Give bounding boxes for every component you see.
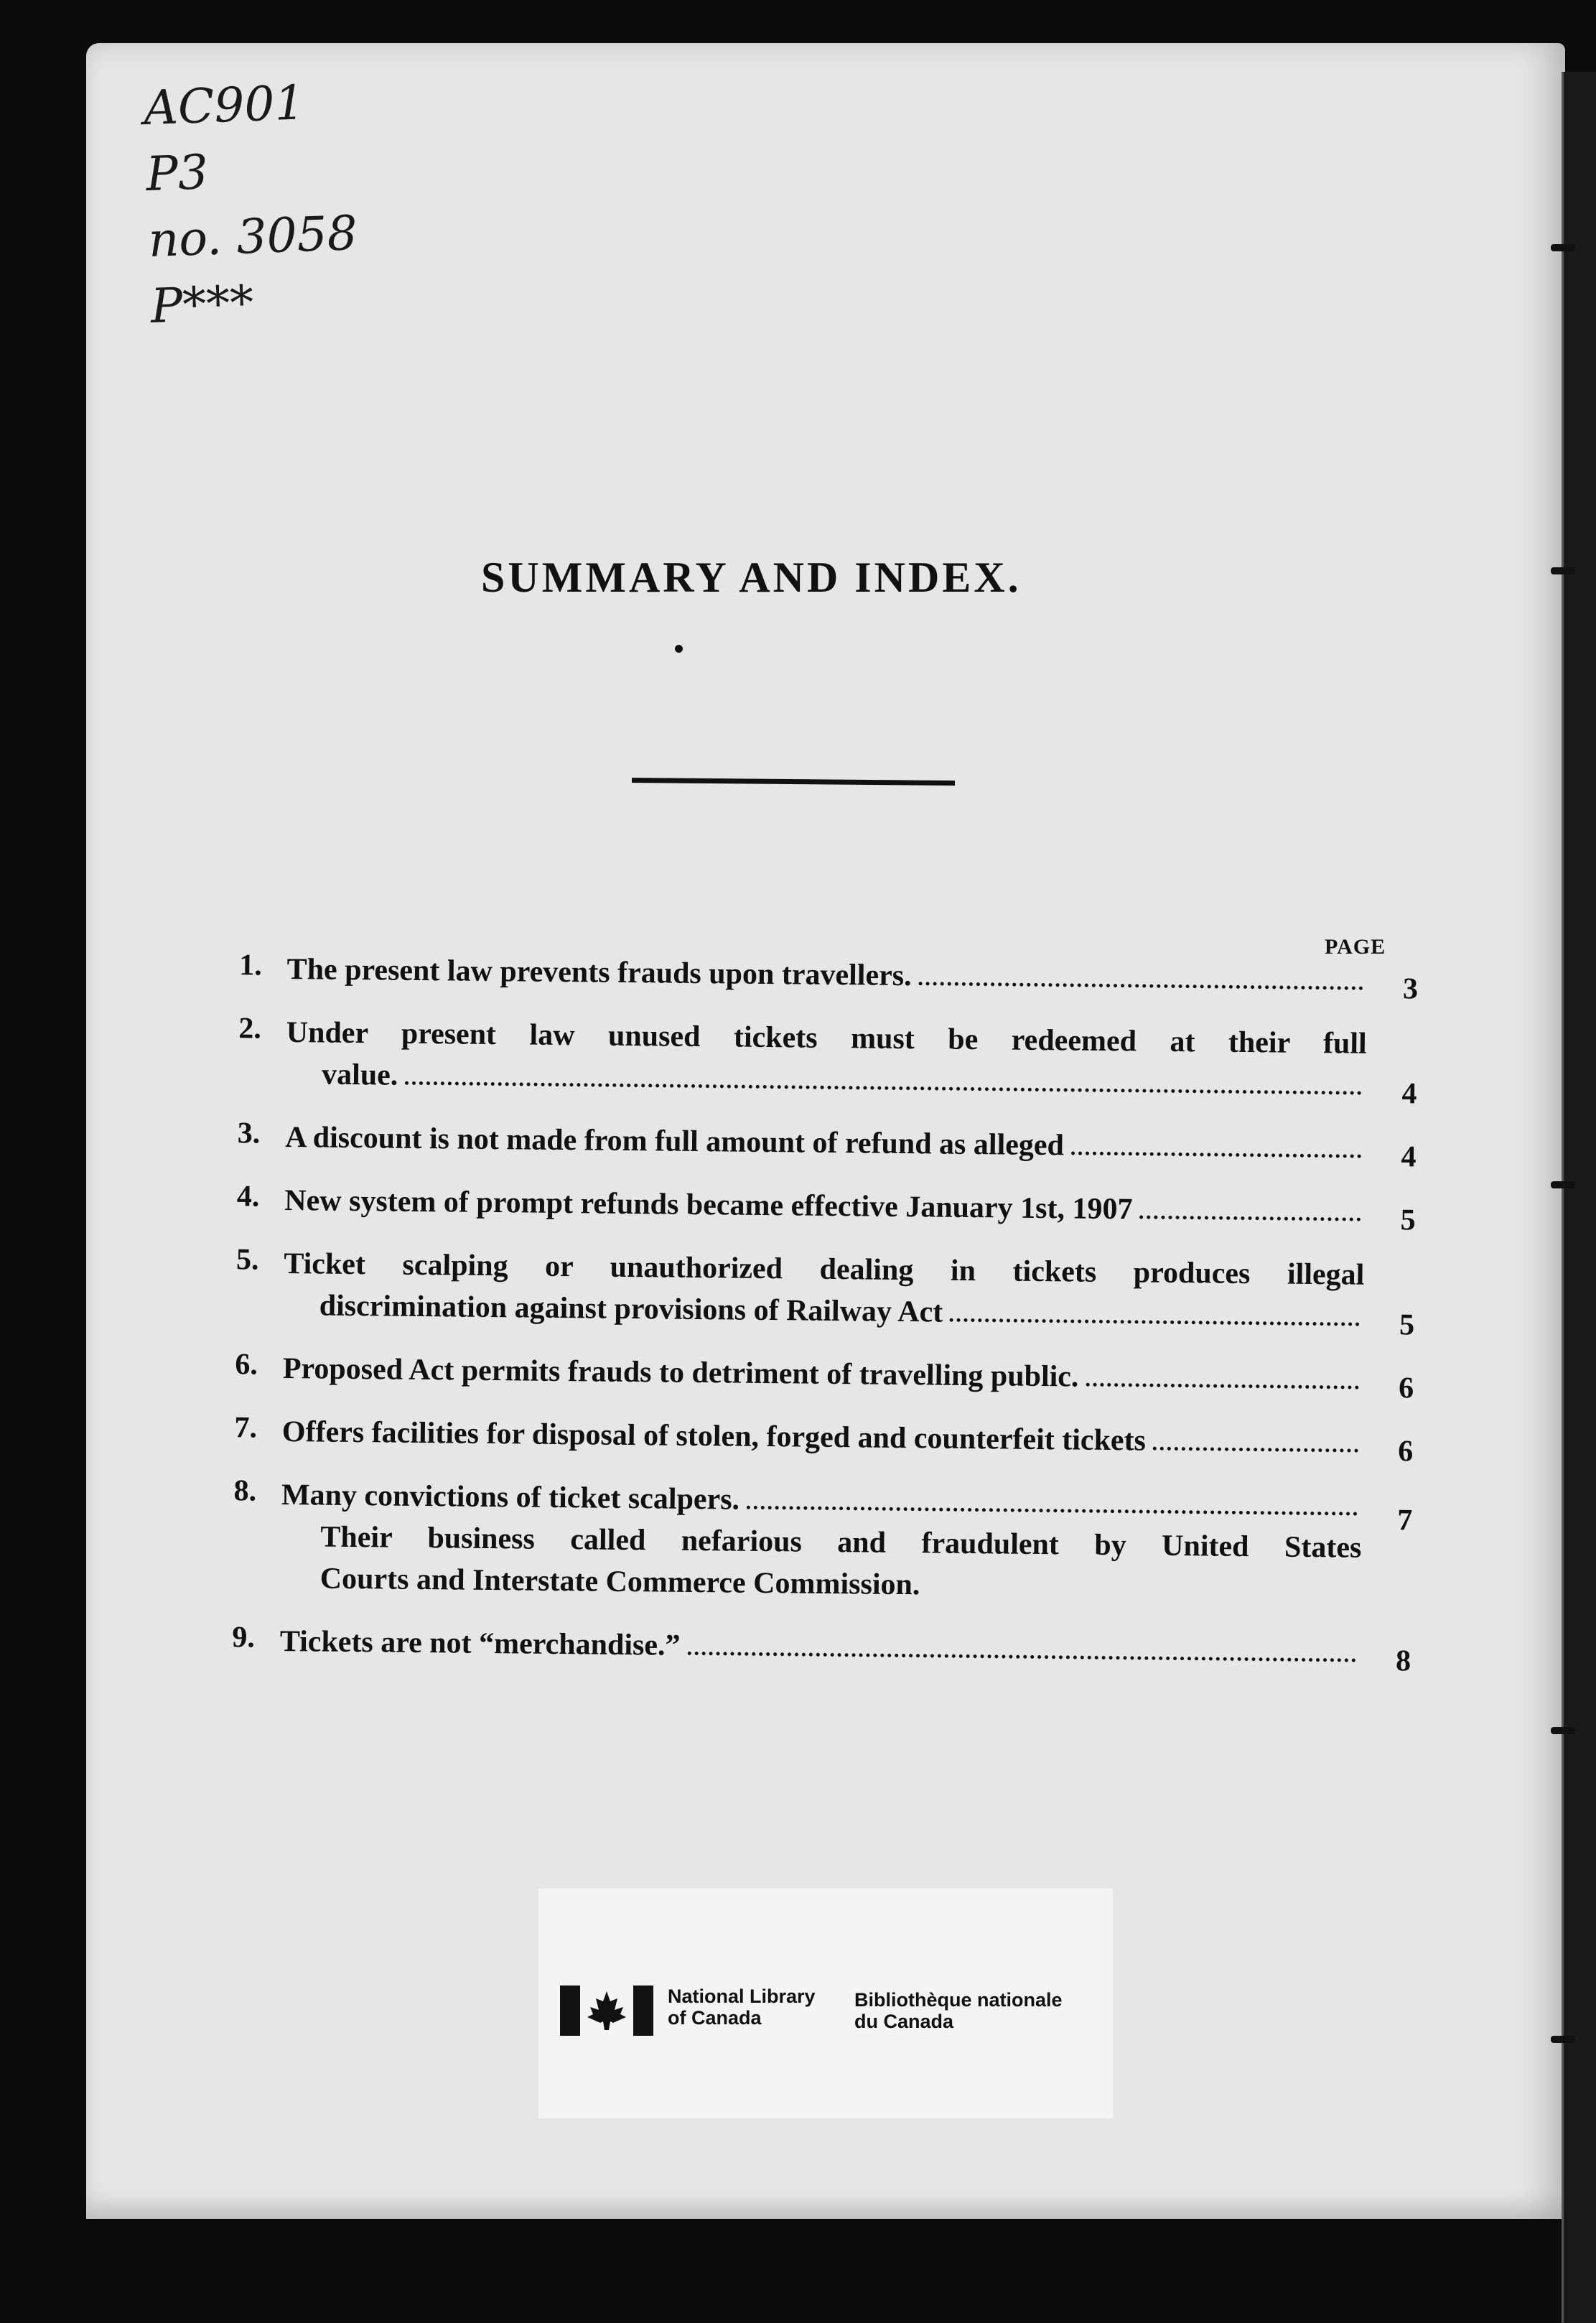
- dot-leader: [1153, 1447, 1358, 1453]
- handwritten-line: P***: [149, 275, 255, 334]
- entry-page: 3: [1402, 972, 1419, 1006]
- dot-leader: [918, 982, 1363, 990]
- entry-number: 9.: [232, 1621, 256, 1654]
- toc-entry-6: [215, 1347, 1429, 1405]
- entry-page: 6: [1398, 1435, 1414, 1468]
- dot-leader: [687, 1652, 1355, 1662]
- entry-page: 6: [1398, 1372, 1414, 1405]
- decorative-dot: [675, 645, 683, 653]
- entry-page: 4: [1401, 1077, 1417, 1111]
- entry-number: 3.: [237, 1117, 261, 1150]
- library-name-english: [668, 1986, 816, 2029]
- entry-text: Proposed Act permits frauds to detriment of travelling public.: [282, 1351, 1079, 1394]
- page-column-header: PAGE: [1325, 935, 1386, 959]
- toc-entry-2: [218, 1011, 1432, 1111]
- toc-entry-7: [214, 1410, 1428, 1468]
- entry-text: discrimination against provisions of Railway Act: [319, 1289, 943, 1329]
- handwritten-call-number: [143, 68, 361, 340]
- entry-number: 2.: [238, 1012, 262, 1046]
- library-name-line: of Canada: [668, 2007, 762, 2029]
- dot-leader: [747, 1506, 1358, 1516]
- handwritten-line: AC901: [142, 75, 306, 136]
- toc-entry-9: [212, 1620, 1426, 1678]
- entry-number: 5.: [235, 1243, 259, 1277]
- entry-page: 5: [1399, 1308, 1415, 1342]
- binding-clip: [1551, 567, 1575, 574]
- entry-text: Ticket scalping or unauthorized dealing in tickets produces illegal: [284, 1247, 1365, 1292]
- binding-clip: [1551, 1727, 1575, 1734]
- entry-text: Tickets are not “merchandise.”: [279, 1624, 681, 1662]
- library-name-french: [854, 1989, 1063, 2032]
- entry-number: 7.: [234, 1411, 258, 1445]
- toc-entry-8: [213, 1474, 1427, 1611]
- dot-leader: [1071, 1151, 1361, 1158]
- entry-text: New system of prompt refunds became effective January 1st, 1907: [284, 1183, 1133, 1226]
- document-title: SUMMARY AND INDEX.: [481, 554, 1022, 601]
- entry-subtext: Their business called nefarious and fraudulent by United States: [320, 1520, 1362, 1565]
- canada-flag-icon: [560, 1986, 653, 2036]
- binding-clip: [1551, 1181, 1575, 1188]
- binding-spine: [1562, 72, 1596, 2323]
- binding-clip: [1551, 2036, 1575, 2043]
- dot-leader: [1086, 1383, 1358, 1389]
- entry-number: 8.: [233, 1474, 257, 1508]
- entry-page: 7: [1397, 1504, 1413, 1537]
- entry-text: The present law prevents frauds upon travellers.: [286, 952, 912, 993]
- entry-number: 1.: [239, 949, 262, 982]
- entry-number: 6.: [235, 1348, 258, 1382]
- library-name-line: National Library: [668, 1986, 816, 2007]
- entry-text: Under present law unused tickets must be redeemed at their full: [286, 1015, 1367, 1061]
- entry-page: 8: [1395, 1644, 1411, 1678]
- dot-leader: [950, 1318, 1360, 1326]
- table-of-contents: [211, 948, 1432, 1696]
- entry-text: Offers facilities for disposal of stolen, forged and counterfeit tickets: [281, 1415, 1147, 1458]
- library-name-line: du Canada: [854, 2011, 954, 2032]
- library-name-line: Bibliothèque nationale: [854, 1989, 1063, 2011]
- entry-text: A discount is not made from full amount of refund as alleged: [284, 1120, 1065, 1163]
- handwritten-line: P3: [145, 144, 210, 202]
- toc-entry-3: [217, 1116, 1431, 1174]
- entry-subtext: Courts and Interstate Commerce Commission.: [319, 1562, 920, 1602]
- toc-entry-4: [216, 1179, 1430, 1237]
- entry-number: 4.: [236, 1180, 260, 1214]
- dot-leader: [1139, 1215, 1361, 1221]
- entry-page: 5: [1400, 1204, 1416, 1237]
- entry-text: value.: [321, 1058, 398, 1092]
- entry-text: Many convictions of ticket scalpers.: [281, 1478, 740, 1517]
- handwritten-line: no. 3058: [147, 205, 358, 269]
- dot-leader: [405, 1081, 1362, 1095]
- binding-clip: [1551, 244, 1575, 251]
- toc-entry-5: [215, 1242, 1429, 1342]
- entry-page: 4: [1401, 1140, 1417, 1174]
- library-stamp: [538, 1889, 1113, 2118]
